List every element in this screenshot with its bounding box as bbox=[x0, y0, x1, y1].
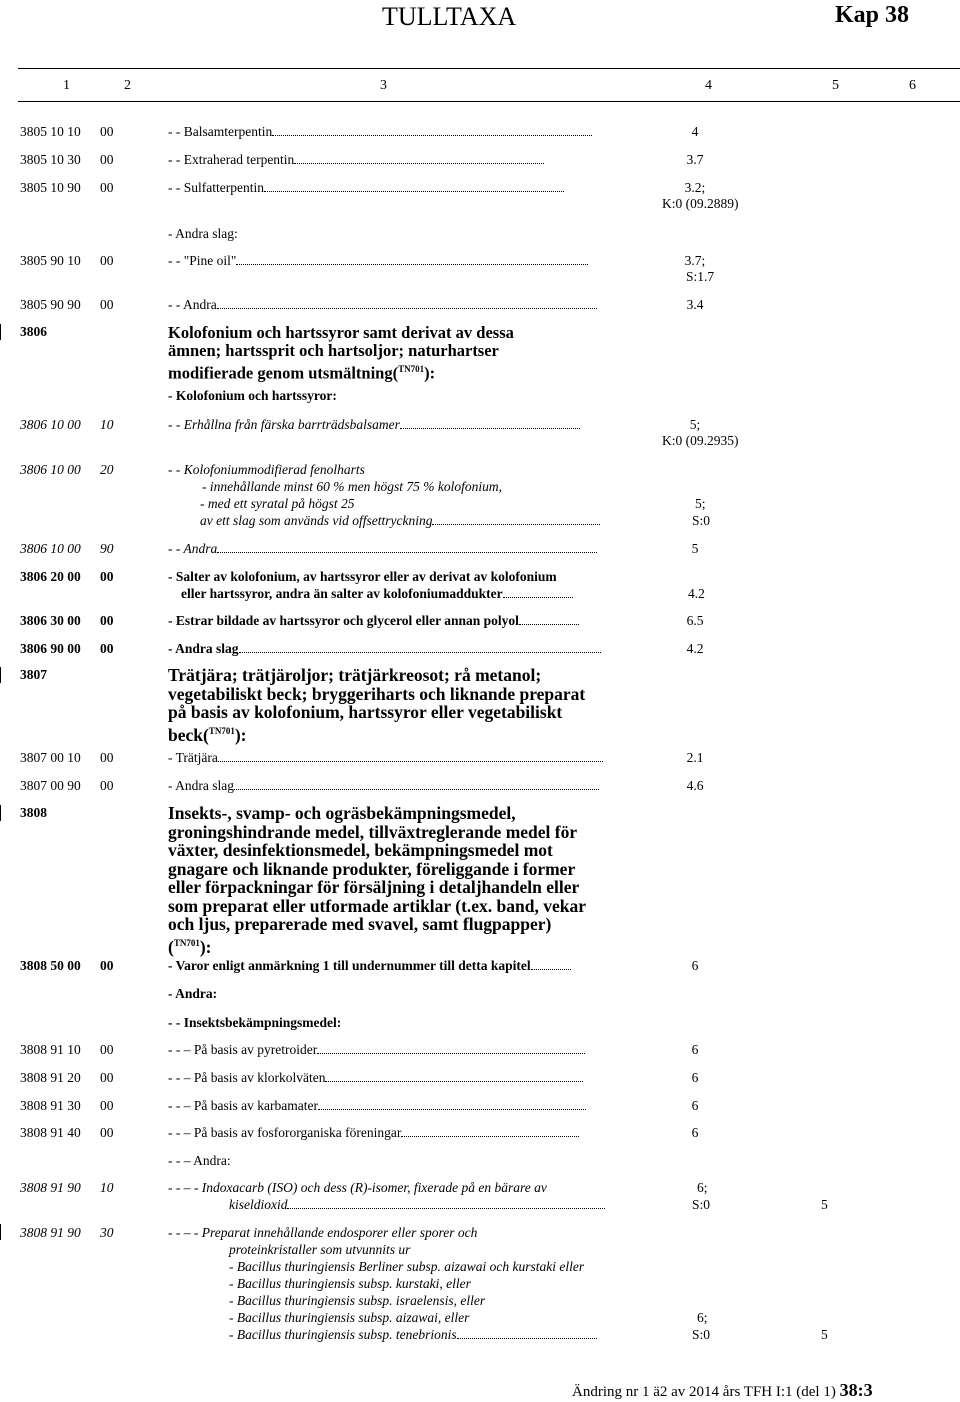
description: - - – - Indoxacarb (ISO) och dess (R)-isomer, fixerade på en bärare av bbox=[168, 1180, 547, 1195]
description: - - Erhållna från färska barrträdsbalsamer bbox=[168, 416, 580, 433]
chapter-label: Kap 38 bbox=[835, 2, 910, 28]
heading-text: Insekts-, svamp- och ogräsbekämpningsmedel, groningshindrande medel, tillväxtreglerande medel för växter, desinfektionsmedel, bekämpningsmedel mot gnagare och liknande produkter, föreliggande i former eller förpackningar för försäljning i detaljhandeln eller som preparat eller utformade artiklar (t.ex. band, vekar och ljus, preparerade med svavel, samt flugpapper) ($^{TN701}$): bbox=[168, 803, 587, 957]
description-line: kiseldioxid bbox=[229, 1196, 605, 1213]
tax-rate: 2.1 bbox=[686, 750, 704, 765]
tax-rate: 4.2 bbox=[688, 586, 705, 601]
tax-rate: 6 bbox=[691, 958, 699, 973]
sub-code: 00 bbox=[100, 778, 114, 793]
cn-code: 3806 90 00 bbox=[20, 641, 81, 656]
change-bar bbox=[0, 1224, 1, 1240]
cn-code: 3806 20 00 bbox=[20, 569, 81, 584]
cn-code: 3808 91 30 bbox=[20, 1098, 81, 1113]
description-line: proteinkristaller som utvunnits ur bbox=[229, 1242, 411, 1257]
tax-rate-note: S:0 bbox=[692, 513, 711, 528]
column-6-value: 5 bbox=[821, 1197, 828, 1212]
description: - - Andra bbox=[168, 540, 597, 557]
heading-text: Trätjära; trätjäroljor; trätjärkreosot; rå metanol; vegetabiliskt beck; bryggeriharts och liknande preparat på basis av kolofonium, hartssyror eller vegetabiliskt beck($^{TN701}$): bbox=[168, 665, 586, 745]
sub-code: 00 bbox=[100, 613, 114, 628]
tax-rate: 3.4 bbox=[686, 297, 704, 312]
change-bar bbox=[0, 667, 1, 683]
sub-code: 00 bbox=[100, 253, 114, 268]
description: - - – - Preparat innehållande endosporer eller sporer och bbox=[168, 1225, 478, 1240]
description-line: - innehållande minst 60 % men högst 75 % kolofonium, bbox=[202, 479, 502, 494]
description: - - – På basis av fosfororganiska föreningar bbox=[168, 1124, 579, 1141]
tax-rate: 6 bbox=[691, 1070, 699, 1085]
cn-code: 3805 90 90 bbox=[20, 297, 81, 312]
column-number: 3 bbox=[380, 78, 387, 93]
cn-code: 3806 30 00 bbox=[20, 613, 81, 628]
tax-rate: 3.7; bbox=[684, 253, 706, 268]
column-header-row bbox=[18, 68, 960, 102]
sub-code: 00 bbox=[100, 297, 114, 312]
cn-code: 3805 10 10 bbox=[20, 124, 81, 139]
description: - Andra slag: bbox=[168, 226, 238, 241]
tax-rate: 3.2; bbox=[684, 180, 706, 195]
column-number: 1 bbox=[63, 78, 70, 93]
tax-rate: 4.6 bbox=[686, 778, 704, 793]
description: - Kolofonium och hartssyror: bbox=[168, 388, 337, 403]
tax-rate-note: S:0 bbox=[692, 1327, 711, 1342]
sub-code: 10 bbox=[100, 1180, 114, 1195]
description: - Estrar bildade av hartssyror och glycerol eller annan polyol bbox=[168, 612, 579, 629]
cn-code: 3808 91 90 bbox=[20, 1180, 81, 1195]
description-line: eller hartssyror, andra än salter av kolofoniumaddukter bbox=[181, 585, 573, 602]
cn-code: 3806 10 00 bbox=[20, 541, 81, 556]
description: - - Extraherad terpentin bbox=[168, 151, 544, 168]
description-line: - Bacillus thuringiensis Berliner subsp. aizawai och kurstaki eller bbox=[229, 1259, 585, 1274]
sub-code: 00 bbox=[100, 1098, 114, 1113]
description: - - – På basis av karbamater bbox=[168, 1097, 586, 1114]
description: - Andra slag bbox=[168, 640, 601, 657]
description: - Varor enligt anmärkning 1 till undernummer till detta kapitel bbox=[168, 957, 571, 974]
description: - - Insektsbekämpningsmedel: bbox=[168, 1015, 342, 1030]
sub-code: 90 bbox=[100, 541, 114, 556]
cn-code: 3808 91 90 bbox=[20, 1225, 81, 1240]
tax-rate-note: S:1.7 bbox=[686, 269, 715, 284]
description-line: - med ett syratal på högst 25 bbox=[200, 496, 355, 511]
description: - - "Pine oil" bbox=[168, 252, 588, 269]
sub-code: 00 bbox=[100, 1042, 114, 1057]
page-number: 38:3 bbox=[839, 1380, 873, 1400]
tax-rate: 6; bbox=[697, 1310, 708, 1325]
column-number: 4 bbox=[705, 78, 712, 93]
description: - - Balsamterpentin bbox=[168, 123, 592, 140]
column-6-value: 5 bbox=[821, 1327, 828, 1342]
tax-rate: 4 bbox=[691, 124, 699, 139]
sub-code: 10 bbox=[100, 417, 114, 432]
tax-rate-note: S:0 bbox=[692, 1197, 711, 1212]
tax-rate: 6 bbox=[691, 1098, 699, 1113]
tax-rate: 6.5 bbox=[686, 613, 704, 628]
cn-code: 3805 10 30 bbox=[20, 152, 81, 167]
sub-code: 30 bbox=[100, 1225, 114, 1240]
tax-rate: 6 bbox=[691, 1125, 699, 1140]
description: - Salter av kolofonium, av hartssyror eller av derivat av kolofonium bbox=[168, 569, 557, 584]
description-line: - Bacillus thuringiensis subsp. israelensis, eller bbox=[229, 1293, 486, 1308]
description: - - Kolofoniummodifierad fenolharts bbox=[168, 462, 365, 477]
description: - - – På basis av klorkolväten bbox=[168, 1069, 583, 1086]
sub-code: 00 bbox=[100, 958, 114, 973]
tax-rate: 3.7 bbox=[686, 152, 704, 167]
description: - - – Andra: bbox=[168, 1153, 231, 1168]
tax-rate: 5; bbox=[695, 496, 706, 511]
sub-code: 20 bbox=[100, 462, 114, 477]
footer-text: Ändring nr 1 ä2 av 2014 års TFH I:1 (del 1) bbox=[572, 1384, 836, 1400]
heading-text: Kolofonium och hartssyror samt derivat av dessa ämnen; hartssprit och hartsoljor; naturhartser modifierade genom utsmältning($^{TN701}$): bbox=[168, 323, 514, 383]
description: - Andra: bbox=[168, 986, 218, 1001]
description: - - – På basis av pyretroider bbox=[168, 1041, 585, 1058]
cn-code: 3805 90 10 bbox=[20, 253, 81, 268]
description: - Trätjära bbox=[168, 749, 603, 766]
heading-code: 3808 bbox=[20, 805, 47, 820]
cn-code: 3808 50 00 bbox=[20, 958, 81, 973]
sub-code: 00 bbox=[100, 180, 114, 195]
sub-code: 00 bbox=[100, 1125, 114, 1140]
description: - - Andra bbox=[168, 296, 597, 313]
sub-code: 00 bbox=[100, 124, 114, 139]
tax-rate: 6 bbox=[691, 1042, 699, 1057]
description-line: - Bacillus thuringiensis subsp. aizawai, eller bbox=[229, 1310, 470, 1325]
change-bar bbox=[0, 324, 1, 340]
description: - - Sulfatterpentin bbox=[168, 179, 564, 196]
cn-code: 3805 10 90 bbox=[20, 180, 81, 195]
cn-code: 3808 91 40 bbox=[20, 1125, 81, 1140]
heading-code: 3806 bbox=[20, 324, 47, 339]
description: - Andra slag bbox=[168, 777, 599, 794]
cn-code: 3806 10 00 bbox=[20, 462, 81, 477]
cn-code: 3807 00 90 bbox=[20, 778, 81, 793]
tax-rate: 6; bbox=[697, 1180, 708, 1195]
tax-rate-note: K:0 (09.2889) bbox=[662, 196, 739, 211]
cn-code: 3807 00 10 bbox=[20, 750, 81, 765]
column-number: 6 bbox=[909, 78, 916, 93]
change-bar bbox=[0, 805, 1, 821]
sub-code: 00 bbox=[100, 641, 114, 656]
column-number: 2 bbox=[124, 78, 131, 93]
column-number: 5 bbox=[832, 78, 839, 93]
sub-code: 00 bbox=[100, 152, 114, 167]
sub-code: 00 bbox=[100, 569, 114, 584]
heading-code: 3807 bbox=[20, 667, 47, 682]
document-title: TULLTAXA bbox=[382, 2, 517, 31]
sub-code: 00 bbox=[100, 1070, 114, 1085]
description-line: - Bacillus thuringiensis subsp. kurstaki, eller bbox=[229, 1276, 471, 1291]
page-footer bbox=[572, 1380, 873, 1401]
cn-code: 3808 91 10 bbox=[20, 1042, 81, 1057]
cn-code: 3808 91 20 bbox=[20, 1070, 81, 1085]
description-line: - Bacillus thuringiensis subsp. tenebrionis bbox=[229, 1326, 597, 1343]
cn-code: 3806 10 00 bbox=[20, 417, 81, 432]
tax-rate: 4.2 bbox=[686, 641, 704, 656]
description-line: av ett slag som används vid offsettryckning bbox=[200, 512, 600, 529]
tax-rate: 5; bbox=[689, 417, 701, 432]
tax-rate-note: K:0 (09.2935) bbox=[662, 433, 739, 448]
sub-code: 00 bbox=[100, 750, 114, 765]
tax-rate: 5 bbox=[691, 541, 699, 556]
